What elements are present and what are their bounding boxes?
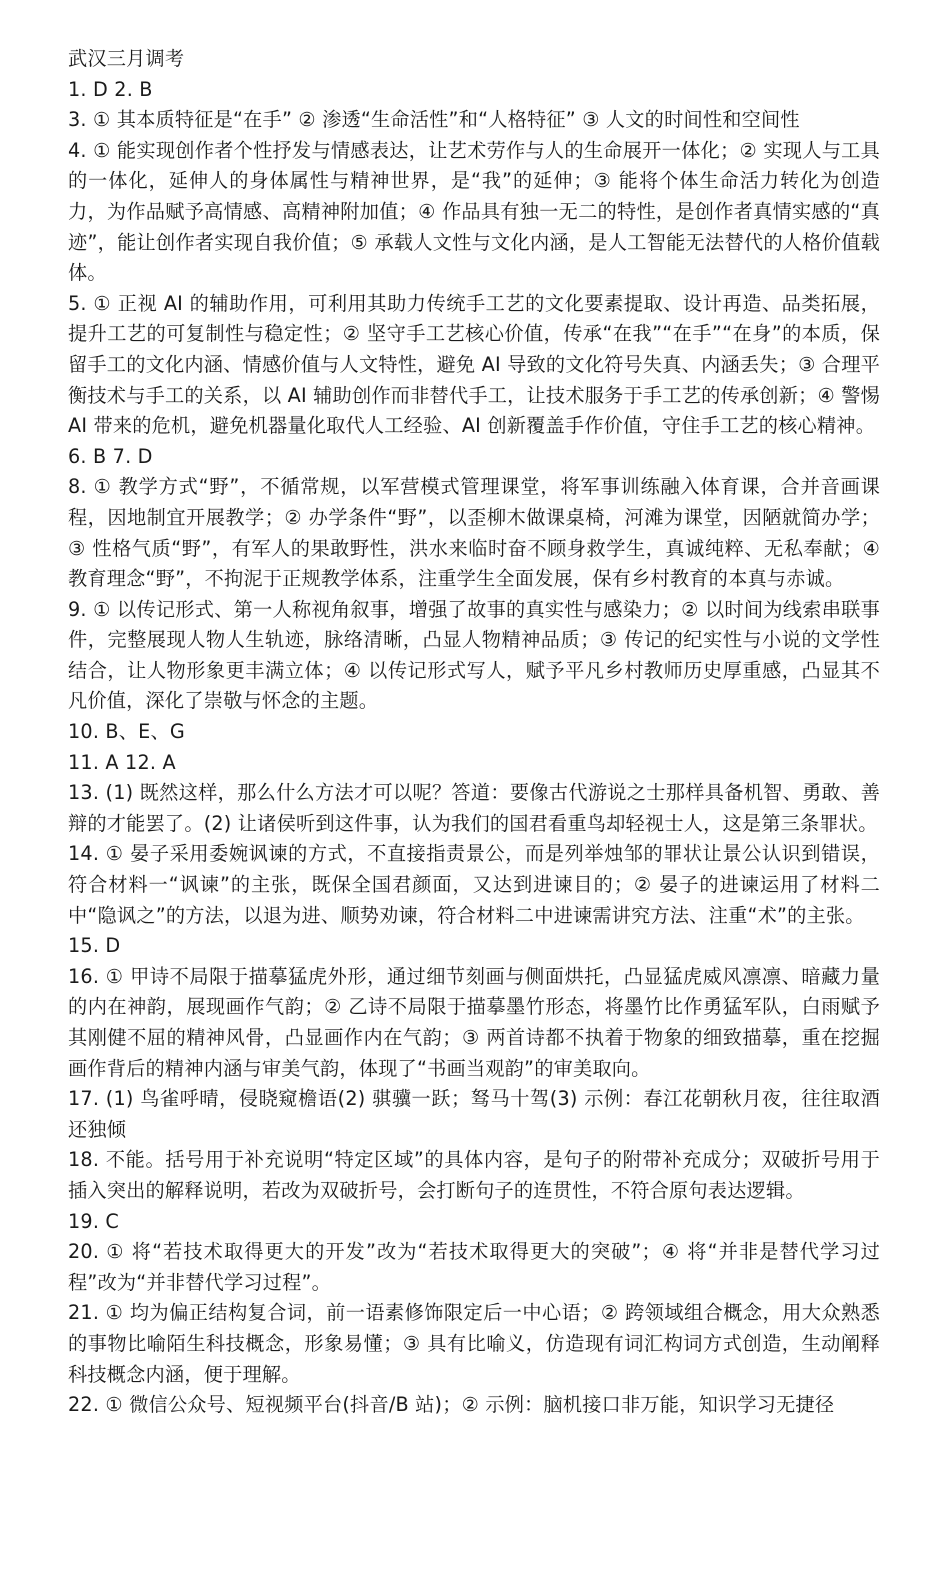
answer-18: 18. 不能。括号用于补充说明“特定区域”的具体内容，是句子的附带补充成分；双破折号用于插入突出的解释说明，若改为双破折号，会打断句子的连贯性，不符合原句表达逻辑。	[68, 1148, 880, 1202]
answer-21: 21. ① 均为偏正结构复合词，前一语素修饰限定后一中心语；② 跨领域组合概念，用大众熟悉的事物比喻陌生科技概念，形象易懂；③ 具有比喻义，仿造现有词汇构词方式创造，生动阐释科技概念内涵，便于理解。	[68, 1301, 880, 1386]
answer-14: 14. ① 晏子采用委婉讽谏的方式，不直接指责景公，而是列举烛邹的罪状让景公认识到错误，符合材料一“讽谏”的主张，既保全国君颜面，又达到进谏目的；② 晏子的进谏运用了材料二中“隐讽之”的方法，以退为进、顺势劝谏，符合材料二中进谏需讲究方法、注重“术”的主张。	[68, 842, 880, 927]
answer-10: 10. B、E、G	[68, 720, 185, 744]
answer-1-2: 1. D 2. B	[68, 77, 153, 101]
answer-22: 22. ① 微信公众号、短视频平台(抖音/B 站)；② 示例：脑机接口非万能，知识学习无捷径	[68, 1393, 835, 1417]
answer-9: 9. ① 以传记形式、第一人称视角叙事，增强了故事的真实性与感染力；② 以时间为线索串联事件，完整展现人物人生轨迹，脉络清晰，凸显人物精神品质；③ 传记的纪实性与小说的文学性结合，让人物形象更丰满立体；④ 以传记形式写人，赋予平凡乡村教师历史厚重感，凸显其不凡价值，深化了崇敬与怀念的主题。	[68, 597, 880, 713]
answer-19: 19. C	[68, 1209, 120, 1233]
answer-5: 5. ① 正视 AI 的辅助作用，可利用其助力传统手工艺的文化要素提取、设计再造、品类拓展，提升工艺的可复制性与稳定性；② 坚守手工艺核心价值，传承“在我”“在手”“在身”的本质，保留手工的文化内涵、情感价值与人文特性，避免 AI 导致的文化符号失真、内涵丢失；③ 合理平衡技术与手工的关系，以 AI 辅助创作而非替代手工，让技术服务于手工艺的传承创新；④ 警惕 AI 带来的危机，避免机器量化取代人工经验、AI 创新覆盖手作价值，守住手工艺的核心精神。	[68, 291, 880, 438]
answer-11-12: 11. A 12. A	[68, 750, 176, 774]
answer-15: 15. D	[68, 934, 121, 958]
answer-4: 4. ① 能实现创作者个性抒发与情感表达，让艺术劳作与人的生命展开一体化；② 实现人与工具的一体化，延伸人的身体属性与精神世界，是“我”的延伸；③ 能将个体生命活力转化为创造力，为作品赋予高情感、高精神附加值；④ 作品具有独一无二的特性，是创作者真情实感的“真迹”，能让创作者实现自我价值；⑤ 承载人文性与文化内涵，是人工智能无法替代的人格价值载体。	[68, 138, 880, 285]
answer-3: 3. ① 其本质特征是“在手” ② 渗透“生命活性”和“人格特征” ③ 人文的时间性和空间性	[68, 108, 800, 132]
answer-document	[68, 44, 880, 1421]
answer-8: 8. ① 教学方式“野”，不循常规，以军营模式管理课堂，将军事训练融入体育课，合并音画课程，因地制宜开展教学；② 办学条件“野”，以歪柳木做课桌椅，河滩为课堂，因陋就简办学；③ 性格气质“野”，有军人的果敢野性，洪水来临时奋不顾身救学生，真诚纯粹、无私奉献；④ 教育理念“野”，不拘泥于正规教学体系，注重学生全面发展，保有乡村教育的本真与赤诚。	[68, 475, 880, 591]
answer-6-7: 6. B 7. D	[68, 444, 153, 468]
answer-16: 16. ① 甲诗不局限于描摹猛虎外形，通过细节刻画与侧面烘托，凸显猛虎威风凛凛、暗藏力量的内在神韵，展现画作气韵；② 乙诗不局限于描摹墨竹形态，将墨竹比作勇猛军队，白雨赋予其刚健不屈的精神风骨，凸显画作内在气韵；③ 两首诗都不执着于物象的细致描摹，重在挖掘画作背后的精神内涵与审美气韵，体现了“书画当观韵”的审美取向。	[68, 964, 880, 1080]
answer-13: 13. (1) 既然这样，那么什么方法才可以呢？答道：要像古代游说之士那样具备机智、勇敢、善辩的才能罢了。(2) 让诸侯听到这件事，认为我们的国君看重鸟却轻视士人，这是第三条罪状。	[68, 781, 880, 835]
answer-20: 20. ① 将“若技术取得更大的开发”改为“若技术取得更大的突破”；④ 将“并非是替代学习过程”改为“并非替代学习过程”。	[68, 1240, 880, 1294]
answer-17: 17. (1) 鸟雀呼晴，侵晓窥檐语(2) 骐骥一跃；驽马十驾(3) 示例：春江花朝秋月夜，往往取酒还独倾	[68, 1087, 880, 1141]
document-title: 武汉三月调考	[68, 47, 185, 70]
